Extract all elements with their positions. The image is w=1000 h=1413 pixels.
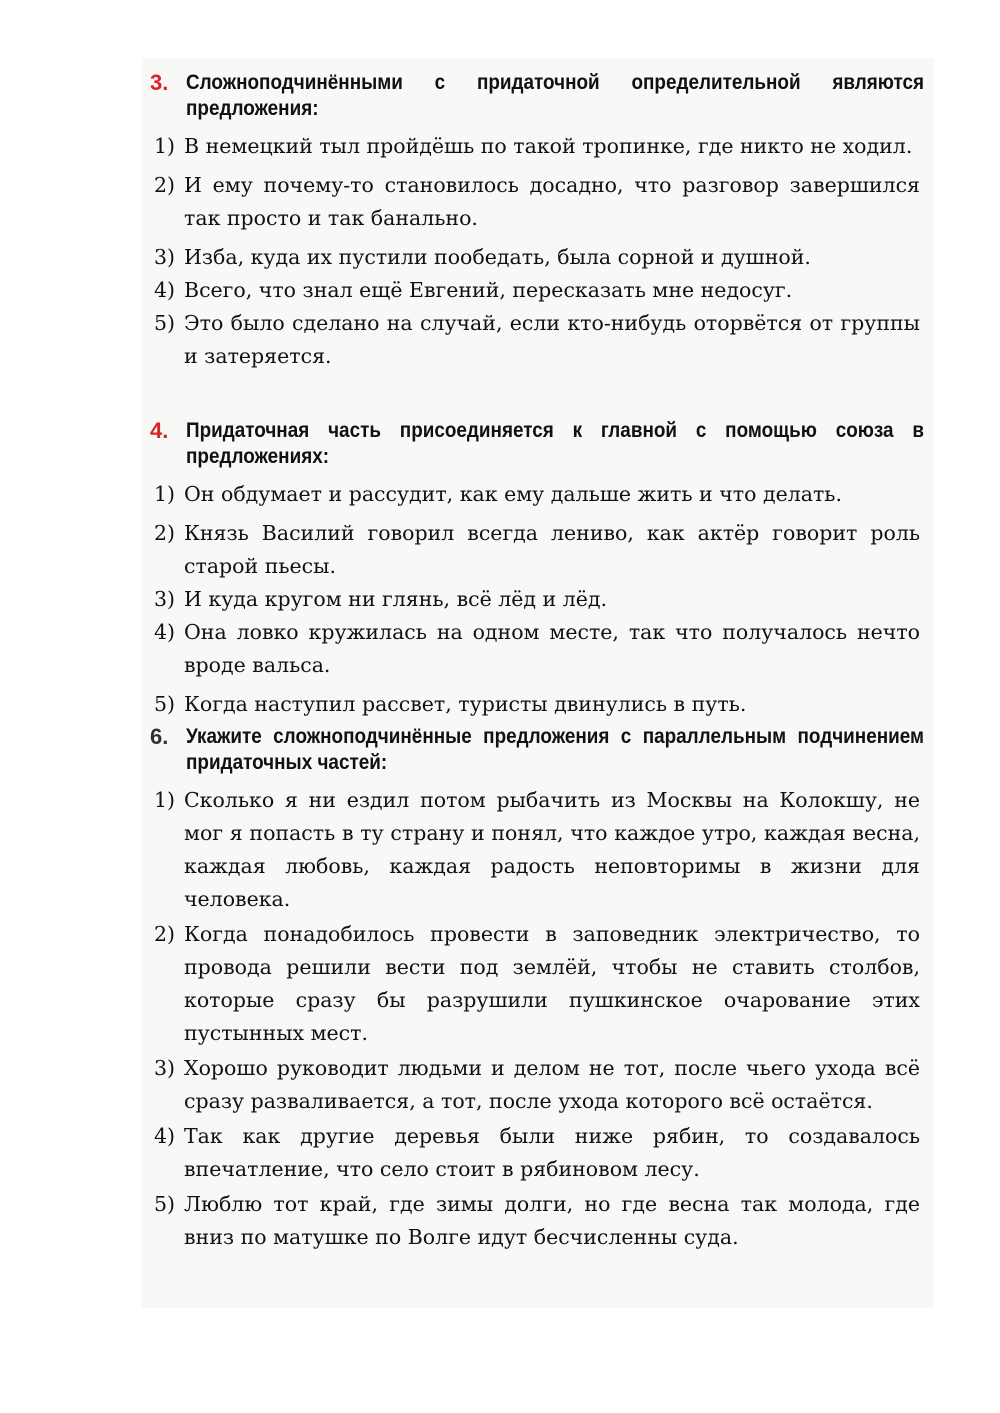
option-text: Всего, что знал ещё Евгений, пересказать мне недосуг.: [184, 278, 793, 302]
task-header: [150, 724, 924, 776]
task-title: Сложноподчинёнными с придаточной определительной являются предложения:: [186, 71, 924, 120]
option-item: [150, 169, 920, 235]
option-number: 3): [154, 1056, 176, 1080]
option-item: [150, 1052, 920, 1118]
option-item: [150, 616, 920, 682]
option-text: Изба, куда их пустили пообедать, была сорной и душной.: [184, 245, 811, 269]
task-header: [150, 418, 924, 470]
option-item: [150, 1188, 920, 1254]
task-header: [150, 70, 924, 122]
option-text: Это было сделано на случай, если кто-нибудь оторвётся от группы и затеряется.: [184, 311, 920, 368]
option-text: Люблю тот край, где зимы долги, но где весна так молода, где вниз по матушке по Волге идут бесчисленны суда.: [184, 1192, 920, 1249]
option-item: [150, 583, 920, 616]
option-number: 5): [154, 692, 176, 716]
option-number: 3): [154, 587, 176, 611]
task-6: [150, 724, 924, 1254]
option-text: Он обдумает и рассудит, как ему дальше жить и что делать.: [184, 482, 842, 506]
option-number: 4): [154, 620, 176, 644]
option-text: Она ловко кружилась на одном месте, так что получалось нечто вроде вальса.: [184, 620, 920, 677]
option-text: Хорошо руководит людьми и делом не тот, после чьего ухода всё сразу разваливается, а тот, после ухода которого всё остаётся.: [184, 1056, 920, 1113]
task-title: Укажите сложноподчинённые предложения с параллельным подчинением придаточных частей:: [186, 725, 924, 774]
option-text: Князь Василий говорил всегда лениво, как актёр говорит роль старой пьесы.: [184, 521, 920, 578]
task-4: [150, 418, 924, 721]
option-item: [150, 918, 920, 1050]
task-number: 6.: [150, 724, 169, 749]
option-number: 1): [154, 482, 176, 506]
option-number: 3): [154, 245, 176, 269]
task-3: [150, 70, 924, 373]
option-number: 1): [154, 788, 176, 812]
option-number: 4): [154, 1124, 176, 1148]
option-item: [150, 517, 920, 583]
option-item: [150, 1120, 920, 1186]
option-item: [150, 274, 920, 307]
option-number: 2): [154, 922, 176, 946]
option-number: 5): [154, 311, 176, 335]
option-text: В немецкий тыл пройдёшь по такой тропинке, где никто не ходил.: [184, 134, 913, 158]
option-item: [150, 241, 920, 274]
option-number: 5): [154, 1192, 176, 1216]
task-number: 3.: [150, 70, 169, 95]
option-number: 2): [154, 521, 176, 545]
option-text: Сколько я ни ездил потом рыбачить из Москвы на Колокшу, не мог я попасть в ту страну и понял, что каждое утро, каждая весна, каждая любовь, каждая радость неповторимы в жизни для человека.: [184, 788, 920, 911]
option-item: [150, 307, 920, 373]
option-item: [150, 784, 920, 916]
option-item: [150, 478, 920, 511]
option-text: И ему почему-то становилось досадно, что разговор завершился так просто и так банально.: [184, 173, 920, 230]
option-text: Когда наступил рассвет, туристы двинулись в путь.: [184, 692, 747, 716]
option-number: 4): [154, 278, 176, 302]
option-item: [150, 130, 920, 163]
option-text: Когда понадобилось провести в заповедник электричество, то провода решили вести под землёй, чтобы не ставить столбов, которые сразу бы разрушили пушкинское очарование этих пустынных мест.: [184, 922, 920, 1045]
task-number: 4.: [150, 418, 169, 443]
option-item: [150, 688, 920, 721]
option-text: Так как другие деревья были ниже рябин, то создавалось впечатление, что село стоит в рябиновом лесу.: [184, 1124, 920, 1181]
option-number: 2): [154, 173, 176, 197]
option-text: И куда кругом ни глянь, всё лёд и лёд.: [184, 587, 608, 611]
option-number: 1): [154, 134, 176, 158]
task-title: Придаточная часть присоединяется к главной с помощью союза в предложениях:: [186, 419, 924, 468]
